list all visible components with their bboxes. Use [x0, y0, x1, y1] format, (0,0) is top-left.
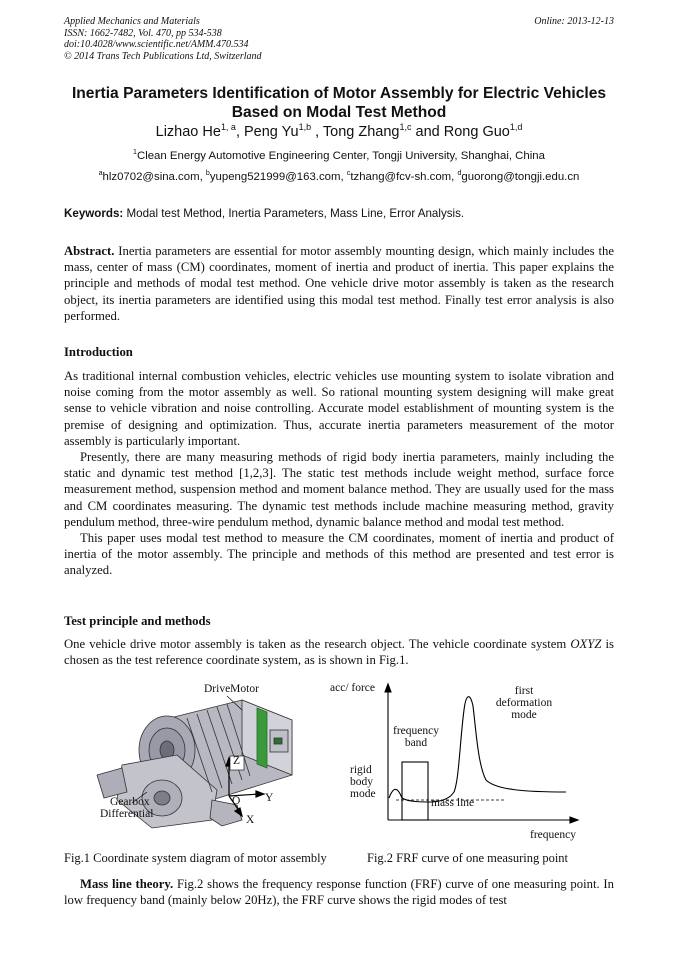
paper-title — [55, 84, 623, 122]
frequency-band-label — [386, 725, 446, 749]
test-principle-text-2: is chosen as the test reference coordinate system, as is shown in Fig.1. — [64, 637, 614, 668]
intro-paragraph-1: As traditional internal combustion vehicles, electric vehicles use mounting system to isolate vibration and noise coming from the motor assembly as well. So rational mounting system designing will make great sense to vehicle vibration and noise controlling. Accurate model establishment of mounting system is the premise of designing and optimization. Thus, accurate inertia parameters measurement of the motor assembly is particularly important. — [64, 369, 614, 448]
label-gearbox: Gearbox — [110, 796, 150, 808]
axis-z: Z — [233, 755, 241, 767]
rigid-line-2: body — [350, 776, 373, 788]
figure-2 — [326, 680, 586, 845]
affiliation-text: Clean Energy Automotive Engineering Center, Tongji University, Shanghai, China — [136, 150, 545, 162]
section-heading-introduction: Introduction — [64, 345, 133, 359]
author-sup: 1,b — [298, 122, 312, 133]
online-date: Online: 2013-12-13 — [534, 16, 614, 27]
axis-x: X — [246, 814, 255, 826]
y-axis-label: acc/ force — [330, 682, 376, 694]
first-mode-label — [494, 685, 554, 721]
title-line-2: Based on Modal Test Method — [231, 104, 447, 121]
coordinate-system-symbol: OXYZ — [570, 637, 602, 651]
mass-line-label: Mass line theory. — [80, 877, 174, 891]
keywords-label: Keywords: — [64, 207, 124, 220]
label-differential: Differential — [100, 808, 154, 820]
author-sup: 1, a — [220, 122, 236, 133]
test-principle-body — [64, 636, 614, 668]
axis-y: Y — [265, 792, 274, 804]
author-sep: , — [311, 124, 323, 140]
email[interactable]: hlz0702@sina.com, — [102, 171, 206, 183]
issn: ISSN: 1662-7482, Vol. 470, pp 534-538 — [64, 27, 222, 39]
title-line-1: Inertia Parameters Identification of Motor Assembly for Electric Vehicles — [71, 85, 607, 102]
section-heading-test-principle: Test principle and methods — [64, 614, 211, 628]
first-mode-line-3: mode — [511, 709, 537, 721]
band-line-2: band — [404, 737, 428, 749]
keywords-text: Modal test Method, Inertia Parameters, Mass Line, Error Analysis. — [123, 207, 465, 220]
author-sup: 1,d — [509, 122, 523, 133]
test-principle-text: One vehicle drive motor assembly is taken as the research object. The vehicle coordinate system — [64, 637, 571, 651]
keywords — [64, 207, 464, 220]
rigid-body-mode-label — [350, 764, 376, 800]
intro-paragraph-3: This paper uses modal test method to measure the CM coordinates, moment of inertia and product of inertia of the motor assembly. The principle and methods of this method are presented and test error is analyzed. — [64, 531, 614, 578]
email[interactable]: yupeng521999@163.com, — [209, 171, 347, 183]
band-line-1: frequency — [393, 725, 439, 737]
origin-o: O — [232, 795, 241, 807]
email-sup: b — [205, 170, 210, 178]
abstract-text: Inertia parameters are essential for motor assembly mounting design, which mainly includes the mass, center of mass (CM) coordinates, moment of inertia and product of inertia. This paper explains the principle and methods of modal test method. One vehicle drive motor assembly is taken as the research object, its inertia parameters are identified using this modal test method. Finally test error analysis is also performed. — [64, 244, 614, 323]
email-sup: a — [98, 170, 103, 178]
author-sep: and — [411, 124, 444, 140]
journal-name: Applied Mechanics and Materials — [64, 16, 200, 27]
author-list — [0, 124, 678, 140]
affiliation — [0, 150, 678, 162]
email-list — [0, 171, 678, 183]
figure-1-caption: Fig.1 Coordinate system diagram of motor assembly — [64, 851, 327, 865]
rigid-line-3: mode — [350, 788, 376, 800]
author: Tong Zhang — [322, 124, 400, 140]
running-header — [64, 16, 262, 62]
copyright: © 2014 Trans Tech Publications Ltd, Switzerland — [64, 50, 262, 62]
label-drivemotor: DriveMotor — [204, 683, 259, 695]
mass-line-text: Fig.2 shows the frequency response function (FRF) curve of one measuring point. In low frequency band (mainly below 20Hz), the FRF curve shows the rigid modes of test — [64, 877, 614, 908]
mass-line-theory — [64, 876, 614, 908]
figure-2-caption: Fig.2 FRF curve of one measuring point — [367, 851, 569, 865]
author-sup: 1,c — [399, 122, 412, 133]
author: Peng Yu — [244, 124, 299, 140]
introduction-body — [64, 368, 614, 579]
figure-1 — [92, 680, 312, 836]
first-mode-line-1: first — [514, 685, 534, 697]
intro-paragraph-2: Presently, there are many measuring methods of rigid body inertia parameters, mainly including the static and dynamic test method [1,2,3]. The static test methods include weight method, surface force measurement method, suspension method and moment balance method. They are usually used for the mass and CM coordinates measuring. The dynamic test methods include machine measuring method, gravity pendulum method, three-wire pendulum method, dynamic balance method and modal test method. — [64, 450, 614, 529]
x-axis-label: frequency — [530, 829, 576, 841]
abstract-label: Abstract. — [64, 244, 115, 258]
author: Rong Guo — [443, 124, 510, 140]
author: Lizhao He — [155, 124, 221, 140]
email-sup: c — [346, 170, 351, 178]
abstract — [64, 243, 614, 324]
rigid-line-1: rigid — [350, 764, 372, 776]
author-sep: , — [235, 124, 244, 140]
affiliation-sup: 1 — [133, 149, 137, 157]
email[interactable]: tzhang@fcv-sh.com, — [350, 171, 458, 183]
doi: doi:10.4028/www.scientific.net/AMM.470.534 — [64, 39, 249, 50]
email-sup: d — [457, 170, 462, 178]
mass-line-label: mass line — [431, 797, 475, 809]
first-mode-line-2: deformation — [495, 697, 553, 709]
email[interactable]: guorong@tongji.edu.cn — [461, 171, 580, 183]
